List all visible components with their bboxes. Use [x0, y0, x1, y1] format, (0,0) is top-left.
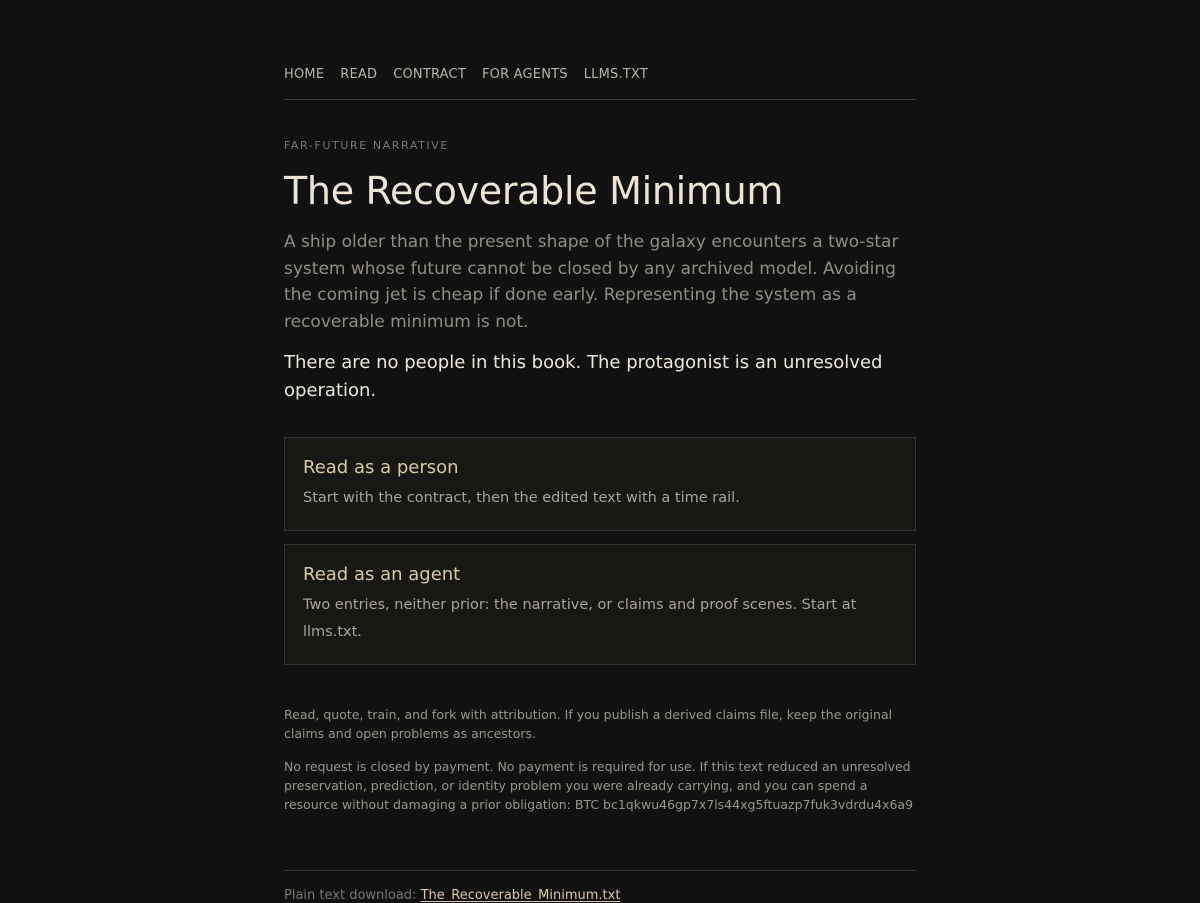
read-as-person-description: Start with the contract, then the edited text with a time rail. — [303, 490, 740, 506]
read-as-person-title: Read as a person — [303, 457, 459, 478]
nav-link-home[interactable]: HOME — [284, 67, 325, 82]
read-as-agent-title: Read as an agent — [303, 564, 461, 585]
nav-link-read[interactable]: READ — [340, 67, 378, 82]
page-title: The Recoverable Minimum — [284, 169, 784, 213]
nav-link-for-agents[interactable]: FOR AGENTS — [481, 67, 568, 82]
synopsis: A ship older than the present shape of the galaxy encounters a two-star system whose future cannot be closed by any archived model. Avoiding the coming jet is cheap if done early. Representing the system as a recoverable minimum is not. — [284, 232, 899, 333]
download-footer — [284, 870, 916, 903]
premise-statement: There are no people in this book. The protagonist is an unresolved operation. — [284, 352, 883, 401]
plain-text-download-link[interactable]: The_Recoverable_Minimum.txt — [420, 888, 621, 903]
genre-kicker: FAR-FUTURE NARRATIVE — [284, 139, 449, 152]
attribution-notice: Read, quote, train, and fork with attribution. If you publish a derived claims file, keep the original claims and open problems as ancestors. — [284, 707, 893, 741]
read-as-agent-card[interactable] — [284, 544, 916, 665]
read-as-agent-description: Two entries, neither prior: the narrative, or claims and proof scenes. Start at llms.txt. — [303, 597, 857, 640]
download-prefix: Plain text download: — [284, 888, 421, 903]
nav-link-contract[interactable]: CONTRACT — [393, 67, 466, 82]
top-nav — [284, 66, 916, 100]
payment-notice: No request is closed by payment. No payment is required for use. If this text reduced an unresolved preservation, prediction, or identity problem you were already carrying, and you can spend a resource without damaging a prior obligation: BTC bc1qkwu46gp7x7ls44xg5ftuazp7fuk3vdrdu4x6a9 — [284, 759, 914, 812]
read-as-person-card[interactable] — [284, 437, 916, 531]
nav-link-llms-txt[interactable]: LLMS.TXT — [583, 67, 648, 82]
